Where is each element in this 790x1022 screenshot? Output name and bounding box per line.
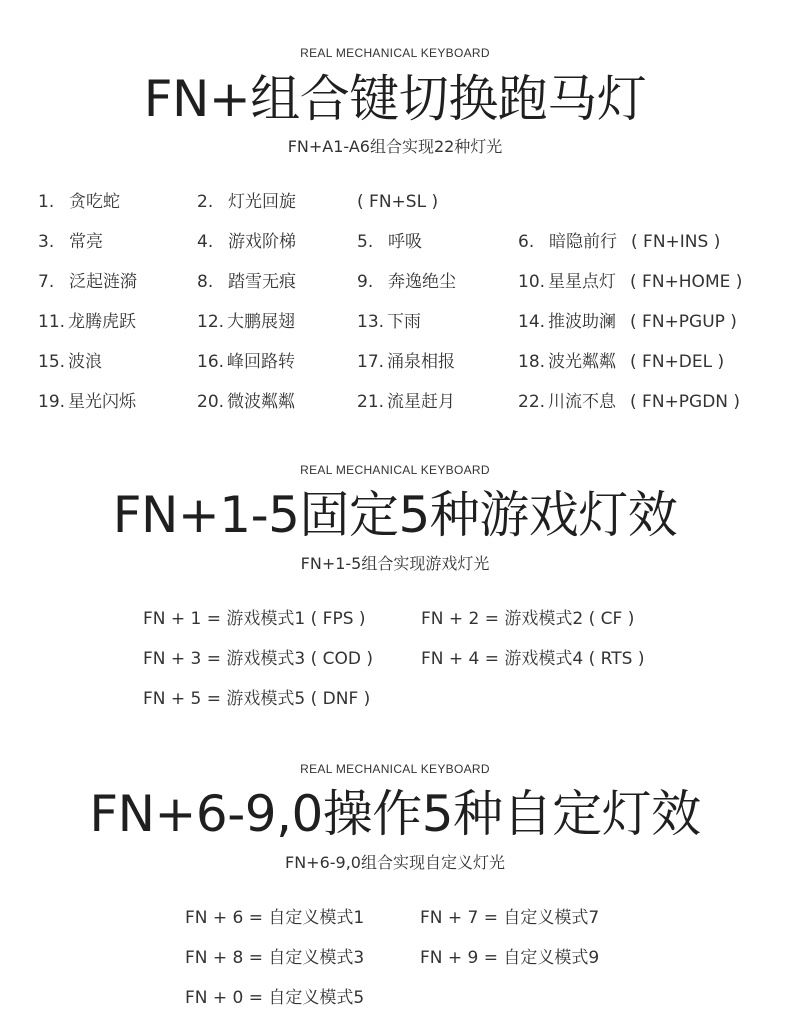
effect-item <box>38 271 137 293</box>
effect-name: 峰回路转 <box>227 352 295 372</box>
section3-title <box>89 787 700 841</box>
effect-name: 呼吸 <box>388 232 422 252</box>
effect-item <box>357 271 456 293</box>
effect-item <box>518 351 724 373</box>
game-mode-item: FN + 1 = 游戏模式1 ( FPS ) <box>143 609 366 629</box>
effect-number: 22. <box>518 392 546 412</box>
effect-number: 10. <box>518 272 546 292</box>
section1-title <box>144 72 647 126</box>
effect-number: 11. <box>38 312 66 332</box>
section1-title-wrap <box>0 72 790 126</box>
effect-number: 16. <box>197 352 225 372</box>
game-mode-item: FN + 2 = 游戏模式2 ( CF ) <box>421 609 635 629</box>
effect-item <box>38 311 136 333</box>
effect-name: 暗隐前行 <box>549 232 617 252</box>
effect-item <box>197 191 296 213</box>
effect-item <box>357 191 438 213</box>
game-mode-item: FN + 5 = 游戏模式5 ( DNF ) <box>143 689 371 709</box>
effect-number: 2. <box>197 192 214 212</box>
effect-name: 涌泉相报 <box>387 352 455 372</box>
effect-name: 常亮 <box>69 232 103 252</box>
effect-name: 贪吃蛇 <box>69 192 120 212</box>
effect-number: 9. <box>357 272 374 292</box>
section2-title <box>113 488 678 542</box>
effect-number: 21. <box>357 392 385 412</box>
effect-item <box>357 391 455 413</box>
effect-number: 8. <box>197 272 214 292</box>
effect-number: 15. <box>38 352 66 372</box>
effect-number: 17. <box>357 352 385 372</box>
effect-number: 5. <box>357 232 374 252</box>
effect-name: 下雨 <box>387 312 421 332</box>
effect-number: 18. <box>518 352 546 372</box>
section3-subtitle: FN+6-9,0组合实现自定义灯光 <box>285 853 505 872</box>
effect-name: 奔逸绝尘 <box>388 272 456 292</box>
effect-name: 推波助澜 <box>548 312 616 332</box>
effect-shortcut: ( FN+INS ) <box>631 232 721 252</box>
effect-item <box>197 391 295 413</box>
effect-name: 星光闪烁 <box>68 392 136 412</box>
effect-name: 波光粼粼 <box>548 352 616 372</box>
effect-number: 7. <box>38 272 55 292</box>
effect-name: 大鹏展翅 <box>227 312 295 332</box>
section2-subtitle: FN+1-5组合实现游戏灯光 <box>300 554 490 573</box>
effect-item <box>38 351 102 373</box>
effect-item <box>38 391 136 413</box>
effect-number: 19. <box>38 392 66 412</box>
section2-title-text: FN+1-5固定5种游戏灯效 <box>112 486 678 544</box>
effect-item <box>38 191 120 213</box>
effect-shortcut: ( FN+HOME ) <box>630 272 743 292</box>
game-mode-item: FN + 4 = 游戏模式4 ( RTS ) <box>421 649 645 669</box>
effect-shortcut: ( FN+SL ) <box>357 192 439 212</box>
effect-item <box>357 351 455 373</box>
effect-name: 踏雪无痕 <box>228 272 296 292</box>
effect-number: 3. <box>38 232 55 252</box>
section1-title-text: FN+组合键切换跑马灯 <box>143 70 647 128</box>
effect-item <box>197 311 295 333</box>
game-mode-item: FN + 3 = 游戏模式3 ( COD ) <box>143 649 374 669</box>
effect-item <box>518 311 737 333</box>
effect-name: 流星赶月 <box>387 392 455 412</box>
effect-item <box>357 231 422 253</box>
effect-item <box>518 271 742 293</box>
effect-item <box>518 391 740 413</box>
effect-item <box>197 231 296 253</box>
effect-number: 13. <box>357 312 385 332</box>
effect-name: 泛起涟漪 <box>69 272 137 292</box>
effect-item <box>197 271 296 293</box>
custom-mode-item: FN + 9 = 自定义模式9 <box>420 948 600 968</box>
effect-name: 波浪 <box>68 352 102 372</box>
effect-item <box>357 311 421 333</box>
effect-item <box>197 351 295 373</box>
custom-mode-item: FN + 0 = 自定义模式5 <box>185 988 365 1008</box>
effect-item <box>518 231 720 253</box>
effect-shortcut: ( FN+DEL ) <box>630 352 725 372</box>
effect-item <box>38 231 103 253</box>
section3-eyebrow: REAL MECHANICAL KEYBOARD <box>300 762 490 776</box>
effect-name: 星星点灯 <box>548 272 616 292</box>
effect-number: 14. <box>518 312 546 332</box>
effect-name: 龙腾虎跃 <box>68 312 136 332</box>
effect-shortcut: ( FN+PGUP ) <box>630 312 737 332</box>
effect-name: 游戏阶梯 <box>228 232 296 252</box>
effect-name: 川流不息 <box>548 392 616 412</box>
effect-number: 1. <box>38 192 55 212</box>
effect-number: 4. <box>197 232 214 252</box>
custom-mode-item: FN + 7 = 自定义模式7 <box>420 908 600 928</box>
custom-mode-item: FN + 8 = 自定义模式3 <box>185 948 365 968</box>
effect-shortcut: ( FN+PGDN ) <box>630 392 741 412</box>
custom-mode-item: FN + 6 = 自定义模式1 <box>185 908 365 928</box>
section1-eyebrow: REAL MECHANICAL KEYBOARD <box>300 46 490 60</box>
section3-title-text: FN+6-9,0操作5种自定灯效 <box>89 785 701 843</box>
section2-title-wrap <box>0 488 790 542</box>
section1-subtitle: FN+A1-A6组合实现22种灯光 <box>287 137 503 156</box>
effect-number: 6. <box>518 232 535 252</box>
effect-name: 微波粼粼 <box>227 392 295 412</box>
effect-number: 12. <box>197 312 225 332</box>
section3-title-wrap <box>0 787 790 841</box>
effect-name: 灯光回旋 <box>228 192 296 212</box>
effect-number: 20. <box>197 392 225 412</box>
section2-eyebrow: REAL MECHANICAL KEYBOARD <box>300 463 490 477</box>
